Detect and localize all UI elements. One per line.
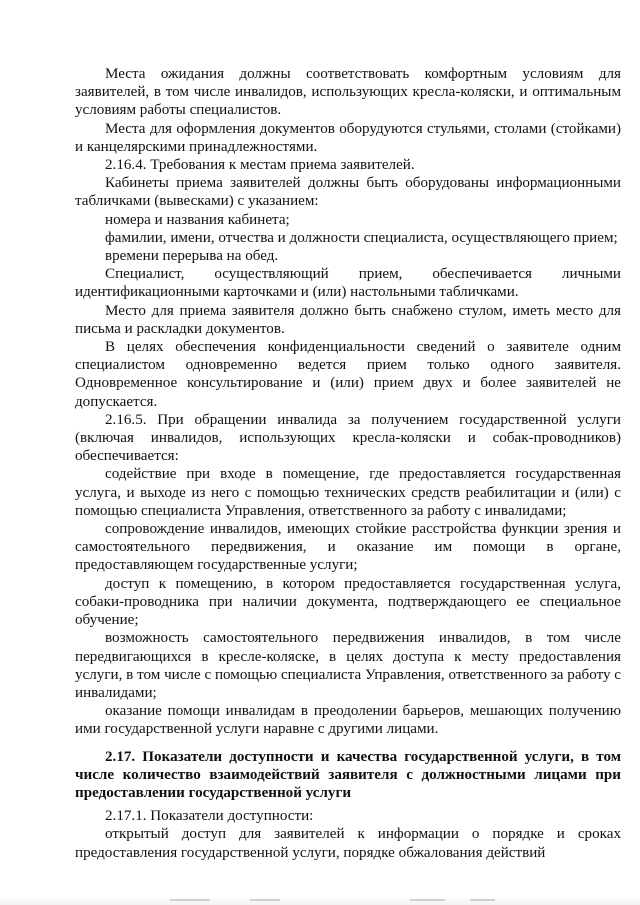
subsection-2-17-1: 2.17.1. Показатели доступности: [105,808,314,825]
document-body [75,65,621,862]
list-item-office-number: номера и названия кабинета; [105,211,290,228]
paragraph-applicant-seat: Место для приема заявителя должно быть снабжено стулом, иметь место для письма и раскладки документов. [75,302,621,337]
paragraph-confidentiality: В целях обеспечения конфиденциальности сведений о заявителе одним специалистом одновременно ведется прием только одного заявителя. Одновременное консультирование и (или) прием двух и более заявителей не допускается. [75,339,621,410]
paragraph-waiting-areas: Места ожидания должны соответствовать комфортным условиям для заявителей, в том числе инвалидов, использующих кресла-коляски, и оптимальным условиям работы специалистов. [75,66,621,119]
section-heading-2-17: 2.17. Показатели доступности и качества государственной услуги, в том числе количество взаимодействий заявителя с должностными лицами при предоставлении государственной услуги [75,748,621,801]
list-item-escort: сопровождение инвалидов, имеющих стойкие расстройства функции зрения и самостоятельного передвижения, и оказание им помощи в органе, предоставляющем государственные услуги; [75,521,621,574]
subsection-2-16-4: 2.16.4. Требования к местам приема заявителей. [105,157,415,174]
paragraph-document-areas: Места для оформления документов оборудуются стульями, столами (стойками) и канцелярскими принадлежностями. [75,120,621,155]
scan-artifact [470,899,495,901]
scan-bottom-edge [0,897,640,905]
scan-artifact [250,899,280,901]
list-item-lunch-break: времени перерыва на обед. [105,248,279,265]
paragraph-open-access: открытый доступ для заявителей к информации о порядке и сроках предоставления государственной услуги, порядке обжалования действий [75,826,621,861]
list-item-barriers: оказание помощи инвалидам в преодолении барьеров, мешающих получению ими государственной услуги наравне с другими лицами. [75,703,621,738]
paragraph-offices-signs: Кабинеты приема заявителей должны быть оборудованы информационными табличками (вывесками) с указанием: [75,175,621,210]
scan-artifact [170,899,210,901]
scan-artifact [410,899,445,901]
list-item-entry-assistance: содействие при входе в помещение, где предоставляется государственная услуга, и выходе из него с помощью технических средств реабилитации и (или) с помощью специалиста Управления, ответственного за работу с инвалидами; [75,466,621,519]
subsection-2-16-5: 2.16.5. При обращении инвалида за получением государственной услуги (включая инвалидов, использующих кресла-коляски и собак-проводников) обеспечивается: [75,411,621,465]
list-item-guide-dog: доступ к помещению, в котором предоставляется государственная услуга, собаки-проводника при наличии документа, подтверждающего ее специальное обучение; [75,575,621,629]
list-item-mobility: возможность самостоятельного передвижения инвалидов, в том числе передвигающихся в кресле-коляске, в целях доступа к месту предоставления услуги, в том числе с помощью специалиста Управления, ответственного за работу с инвалидами; [75,630,621,701]
list-item-specialist-name: фамилии, имени, отчества и должности специалиста, осуществляющего прием; [105,229,618,246]
paragraph-specialist-cards: Специалист, осуществляющий прием, обеспечивается личными идентификационными карточками и (или) настольными табличками. [75,266,621,301]
